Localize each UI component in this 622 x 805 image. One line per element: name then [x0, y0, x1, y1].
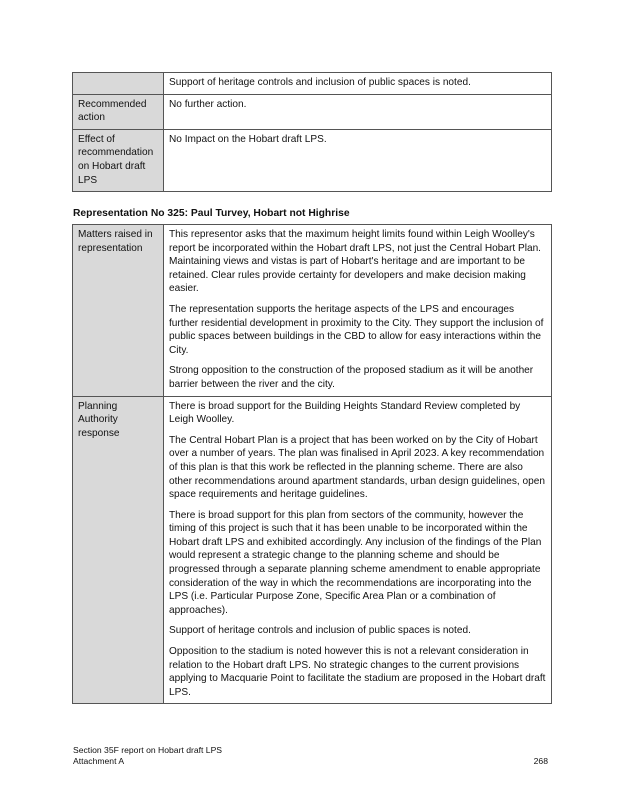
representation-heading: Representation No 325: Paul Turvey, Hobart not Highrise — [73, 208, 350, 219]
paragraph: This representor asks that the maximum height limits found within Leigh Woolley's report be incorporated within the Hobart draft LPS, not just the Central Hobart Plan. Maintaining views and vistas is part of Hobart's heritage and are important to be retained. Clear rules provide certainty for developers and make decision making easier. — [169, 229, 541, 295]
paragraph: The Central Hobart Plan is a project that has been worked on by the City of Hobart over a number of years. The plan was finalised in April 2023. A key recommendation of this plan is that this work be reflected in the planning scheme. There are also other recommendations around apartment standards, urban design guidelines, open space requirements and heritage guidelines. — [169, 434, 545, 501]
row-value — [164, 396, 552, 704]
footer-report-title: Section 35F report on Hobart draft LPS — [73, 745, 223, 755]
paragraph: There is broad support for this plan from sectors of the community, however the timing of this project is such that it has been unable to be incorporated within the Hobart draft LPS and exhibited accordingly. Any inclusion of the findings of the Plan would represent a strategic change to the planning scheme and should be progressed through a separate planning scheme amendment to enable appropriate consideration of the way in which the recommendations are incorporating into the LPS (i.e. Particular Purpose Zone, Specific Area Plan or a combination of approaches). — [169, 509, 542, 616]
table-row — [73, 73, 552, 95]
paragraph: No further action. — [169, 98, 247, 110]
continued-representation-table — [72, 72, 552, 192]
paragraph: No Impact on the Hobart draft LPS. — [169, 133, 327, 145]
paragraph: Support of heritage controls and inclusion of public spaces is noted. — [169, 625, 471, 637]
table-row — [73, 396, 552, 704]
row-value — [164, 94, 552, 129]
paragraph: The representation supports the heritage aspects of the LPS and encourages further residential development in proximity to the City. They support the inclusion of public spaces between buildings in the CBD to allow for easy interactions within the City. — [169, 303, 544, 356]
row-value — [164, 225, 552, 397]
table-row — [73, 94, 552, 129]
row-value — [164, 73, 552, 95]
paragraph: Opposition to the stadium is noted however this is not a relevant consideration in relation to the Hobart draft LPS. No strategic changes to the current provisions applying to Macquarie Point to facilitate the stadium are proposed in the Hobart draft LPS. — [169, 646, 546, 698]
row-label-recommended-action: Recommended action — [73, 94, 164, 129]
footer-attachment: Attachment A — [73, 756, 125, 766]
row-label-matters-raised: Matters raised in representation — [73, 225, 164, 397]
row-label — [73, 73, 164, 95]
representation-table — [72, 224, 552, 704]
page-footer — [73, 745, 548, 767]
page-number: 268 — [533, 756, 548, 766]
paragraph: There is broad support for the Building Heights Standard Review completed by Leigh Woolley. — [169, 400, 521, 426]
row-value — [164, 129, 552, 191]
paragraph: Support of heritage controls and inclusion of public spaces is noted. — [169, 77, 471, 88]
row-label-effect-of-recommendation: Effect of recommendation on Hobart draft LPS — [73, 129, 164, 191]
table-row — [73, 129, 552, 191]
paragraph: Strong opposition to the construction of the proposed stadium as it will be another barrier between the river and the city. — [169, 365, 534, 390]
table-row — [73, 225, 552, 397]
row-label-planning-authority-response: Planning Authority response — [73, 396, 164, 704]
